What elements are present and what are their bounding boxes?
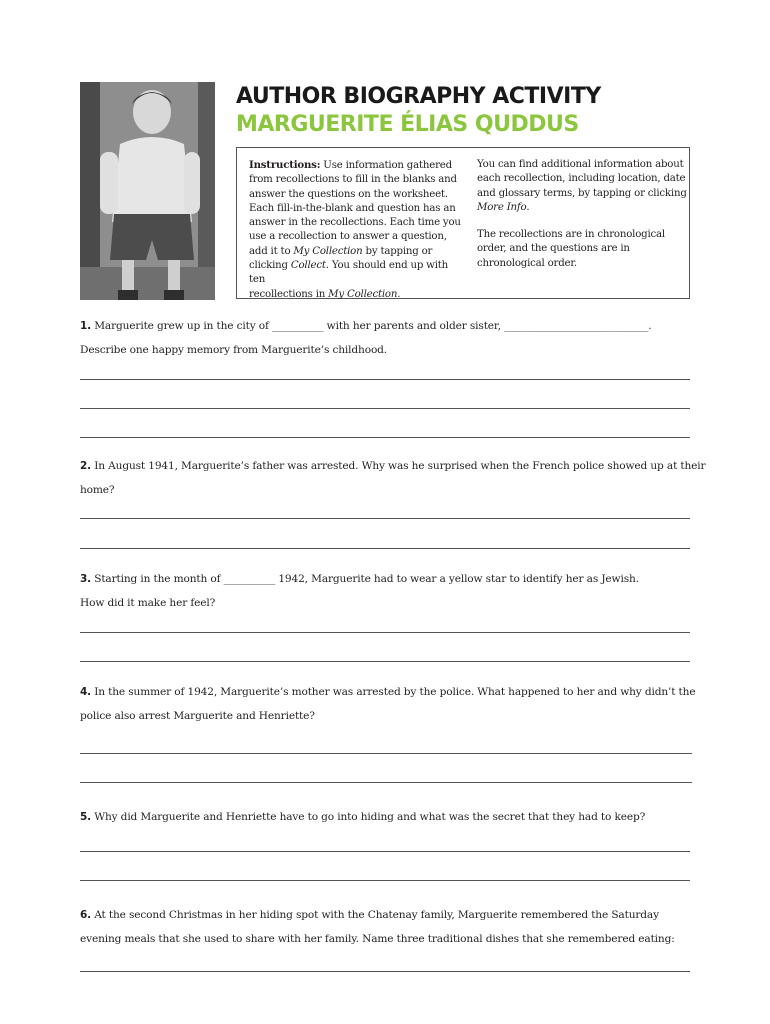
instructions-line: answer the questions on the worksheet. — [249, 188, 448, 200]
instructions-label: Instructions: — [249, 159, 321, 171]
instructions-line: use a recollection to answer a question, — [249, 231, 447, 243]
question-number: 3. — [80, 573, 91, 585]
question-number: 4. — [80, 686, 91, 698]
question-3: 3. Starting in the month of __________ 1942, Marguerite had to wear a yellow star to identify her as Jewish. — [80, 573, 639, 585]
instructions-box — [236, 147, 690, 299]
answer-line[interactable] — [80, 971, 690, 972]
question-1-line-2: Describe one happy memory from Marguerite’s childhood. — [80, 344, 388, 356]
question-number: 2. — [80, 460, 91, 472]
author-photo — [80, 82, 215, 300]
question-4-line-2: police also arrest Marguerite and Henriette? — [80, 710, 315, 722]
instructions-line: clicking Collect. You should end up with ten — [249, 260, 449, 286]
page-title: AUTHOR BIOGRAPHY ACTIVITY — [236, 84, 601, 109]
answer-line[interactable] — [80, 661, 690, 662]
answer-line[interactable] — [80, 379, 690, 380]
instructions-line: Each fill-in-the-blank and question has an — [249, 202, 456, 214]
question-number: 1. — [80, 320, 91, 332]
chronology-paragraph: The recollections are in chronological order, and the questions are in chronological order. — [477, 229, 665, 269]
instructions-line: from recollections to fill in the blanks and — [249, 174, 457, 186]
answer-line[interactable] — [80, 880, 690, 881]
instructions-line: recollections in My Collection. — [249, 288, 401, 300]
question-number: 5. — [80, 811, 91, 823]
question-4: 4. In the summer of 1942, Marguerite’s mother was arrested by the police. What happened to her and why didn’t the — [80, 686, 696, 698]
page-subtitle: MARGUERITE ÉLIAS QUDDUS — [236, 112, 579, 137]
question-5: 5. Why did Marguerite and Henriette have to go into hiding and what was the secret that they had to keep? — [80, 811, 646, 823]
instructions-line: add it to My Collection by tapping or — [249, 245, 433, 257]
answer-line[interactable] — [80, 518, 690, 519]
instructions-text — [249, 158, 464, 302]
question-3-line-2: How did it make her feel? — [80, 597, 216, 609]
instructions-line: Instructions: Use information gathered — [249, 159, 452, 171]
answer-line[interactable] — [80, 851, 690, 852]
answer-line[interactable] — [80, 782, 692, 783]
question-2-line-2: home? — [80, 484, 115, 496]
instructions-line: answer in the recollections. Each time you — [249, 217, 461, 229]
question-number: 6. — [80, 909, 91, 921]
question-1: 1. Marguerite grew up in the city of __________ with her parents and older sister, ____________________________. — [80, 320, 652, 332]
answer-line[interactable] — [80, 548, 690, 549]
question-2: 2. In August 1941, Marguerite’s father was arrested. Why was he surprised when the French police showed up at their — [80, 460, 706, 472]
author-photo-figure — [80, 82, 215, 300]
more-info-paragraph: You can find additional information about each recollection, including location, date and glossary terms, by tapping or clicking More Info. — [477, 159, 687, 213]
answer-line[interactable] — [80, 408, 690, 409]
more-info-text — [477, 158, 689, 284]
question-6-line-2: evening meals that she used to share with her family. Name three traditional dishes that she remembered eating: — [80, 933, 675, 945]
question-6: 6. At the second Christmas in her hiding spot with the Chatenay family, Marguerite remembered the Saturday — [80, 909, 659, 921]
answer-line[interactable] — [80, 437, 690, 438]
answer-line[interactable] — [80, 753, 692, 754]
answer-line[interactable] — [80, 632, 690, 633]
